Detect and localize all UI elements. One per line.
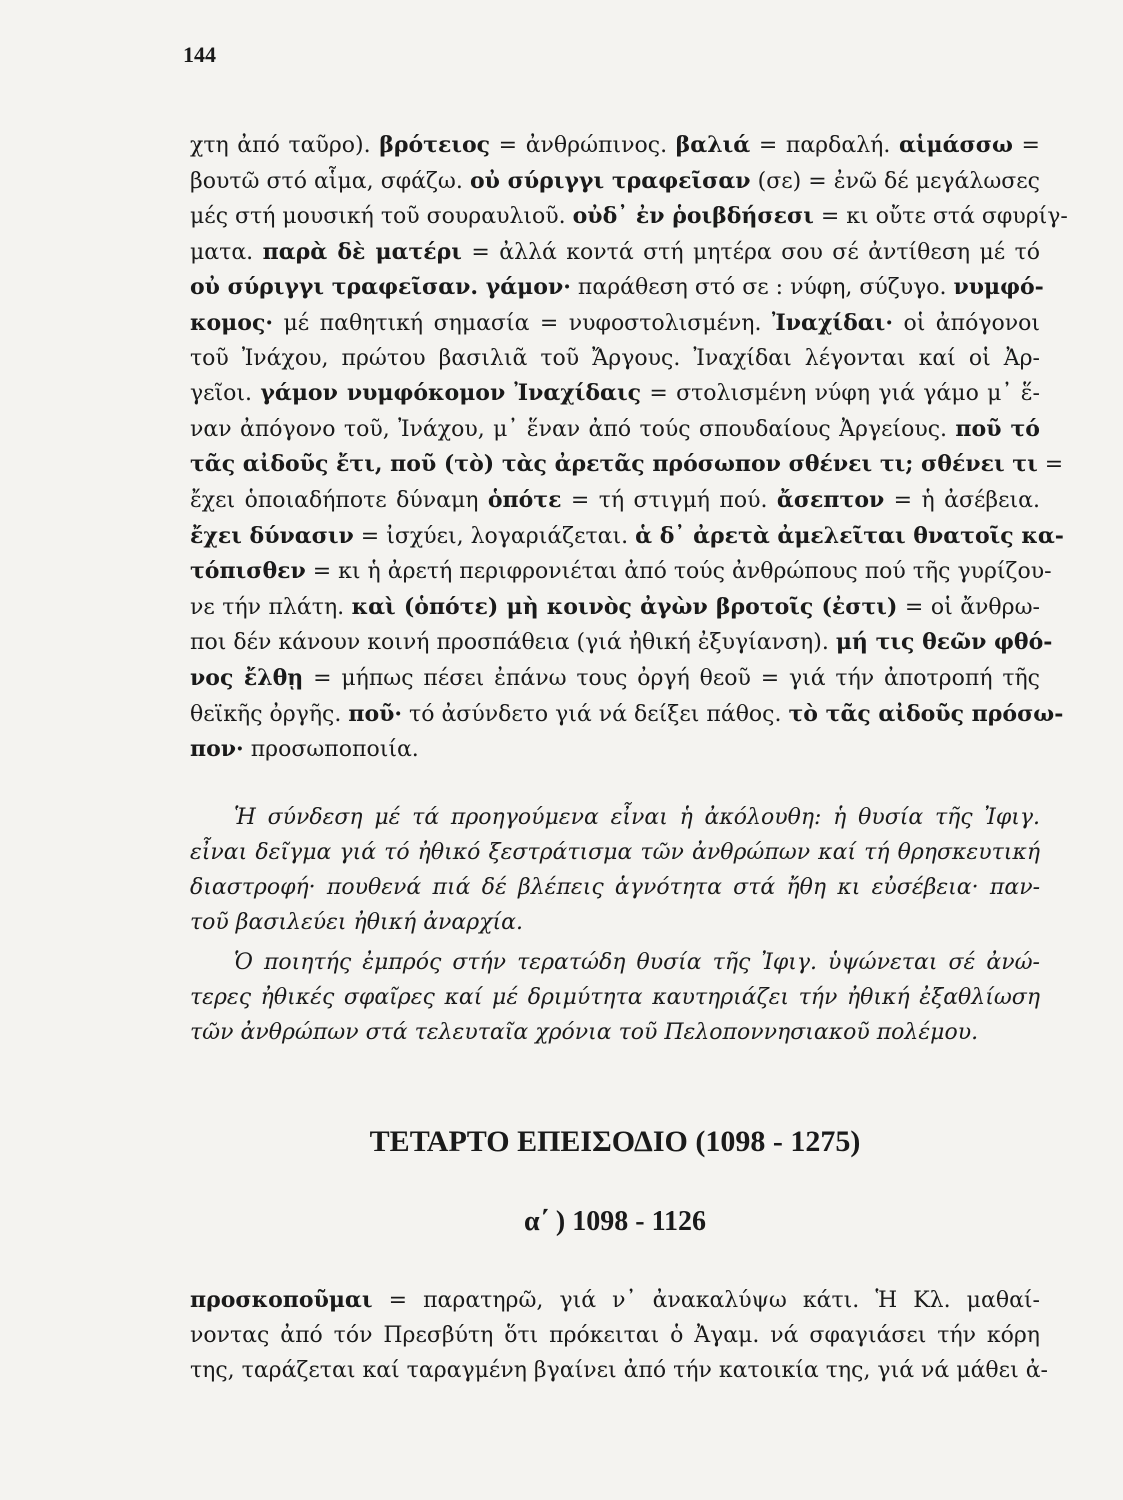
text-span: νοντας ἀπό τόν Πρεσβύτη ὅτι πρόκειται ὁ Ἀγαμ. νά σφαγιάσει τήν κόρη	[190, 1323, 1040, 1348]
text-span: ναν ἀπόγονο τοῦ, Ἰνάχου, μ᾽ ἕναν ἀπό τούς σπουδαίους Ἀργείους.	[190, 416, 956, 442]
lemma-term: βαλιά	[675, 132, 751, 158]
text-span: = κι ἡ ἀρετή περιφρονιέται ἀπό τούς ἀνθρώπους πού τῆς γυρίζου-	[305, 559, 1052, 585]
text-line	[190, 447, 1064, 483]
text-span: = στολισμένη νύφη γιά γάμο μ᾽ ἕ-	[641, 381, 1040, 407]
text-line	[190, 199, 1068, 235]
lemma-term: τόπισθεν	[190, 558, 306, 585]
lemma-term: νυμφό-	[953, 274, 1044, 301]
section-title: ΤΕΤΑΡΤΟ ΕΠΕΙΣΟΔΙΟ (1098 - 1275)	[369, 1125, 861, 1158]
lemma-term: τᾶς αἰδοῦς ἔτι, ποῦ (τὸ) τὰς ἀρετᾶς πρόσωπον σθένει τι; σθένει τι	[190, 451, 1038, 478]
text-span: = οἱ ἄνθρω-	[897, 594, 1040, 620]
text-span: = παρατηρῶ, γιά ν᾽ ἀνακαλύψω κάτι. Ἡ Κλ. μαθαί-	[372, 1288, 1040, 1313]
text-line	[190, 519, 1064, 555]
lemma-term: ἁ δ᾽ ἀρετὰ ἀμελεῖται θνατοῖς κα-	[635, 522, 1064, 549]
lemma-term: ἄσεπτον	[776, 486, 885, 513]
text-line	[190, 697, 1064, 733]
text-span: = ἰσχύει, λογαριάζεται.	[353, 523, 636, 549]
text-line	[190, 1318, 1040, 1353]
lemma-term: πον·	[190, 736, 244, 763]
lemma-term: νος ἔλθῃ	[190, 664, 304, 691]
lemma-term: ποῦ·	[348, 700, 403, 727]
italic-line: Ἡ σύνδεση μέ τά προηγούμενα εἶναι ἡ ἀκόλουθη: ἡ θυσία τῆς Ἰφιγ.	[234, 805, 1040, 830]
text-span: ἔχει ὁποιαδήποτε δύναμη	[190, 487, 488, 513]
lemma-term: καὶ (ὁπότε) μὴ κοινὸς ἀγὼν βροτοῖς (ἐστι)	[351, 593, 898, 620]
lemma-term: αἱμάσσω	[898, 132, 1013, 158]
italic-line: τοῦ βασιλεύει ἠθική ἀναρχία.	[190, 910, 524, 935]
text-span: παράθεση στό σε : νύφη, σύζυγο.	[570, 275, 954, 301]
text-span: τοῦ Ἰνάχου, πρώτου βασιλιᾶ τοῦ Ἄργους. Ἰναχίδαι λέγονται καί οἱ Ἀρ-	[190, 345, 1040, 371]
lemma-term: προσκοποῦμαι	[190, 1287, 373, 1313]
text-span: της, ταράζεται καί ταραγμένη βγαίνει ἀπό τήν κατοικία της, γιά νά μάθει ἀ-	[190, 1358, 1048, 1383]
lemma-term: Ἰναχίδαι·	[771, 309, 893, 336]
lemma-term: οὐ σύριγγι τραφεῖσαν	[469, 167, 751, 194]
italic-line: τερες ἠθικές σφαῖρες καί μέ δριμύτητα καυτηριάζει τήν ἠθική ἐξαθλίωση	[190, 985, 1040, 1010]
text-span: ποι δέν κάνουν κοινή προσπάθεια (γιά ἠθική ἐξυγίανση).	[190, 630, 836, 656]
text-line	[190, 483, 1040, 519]
text-line	[190, 342, 1040, 377]
lemma-term: οὐ σύριγγι τραφεῖσαν. γάμον·	[190, 274, 571, 301]
text-span: = παρδαλή.	[750, 133, 899, 158]
text-span: = μήπως πέσει ἐπάνω τους ὀργή θεοῦ = γιά τήν ἀποτροπή τῆς	[303, 665, 1040, 691]
lemma-term: κομος·	[190, 309, 273, 336]
text-span: (σε) = ἐνῶ δέ μεγάλωσες	[750, 168, 1040, 194]
text-line	[190, 1283, 1040, 1318]
text-span: = ἀλλά κοντά στή μητέρα σου σέ ἀντίθεση μέ τό	[461, 239, 1041, 265]
commentary-text	[190, 128, 1068, 768]
text-span: = κι οὔτε στά σφυρίγ-	[813, 204, 1068, 230]
italic-line: εἶναι δεῖγμα γιά τό ἠθικό ξεστράτισμα τῶν ἀνθρώπων καί τή θρησκευτική	[190, 840, 1040, 865]
text-line	[190, 732, 1040, 768]
text-span: βουτῶ στό αἷμα, σφάζω.	[190, 168, 470, 194]
text-line	[190, 554, 1052, 590]
text-span: μές στή μουσική τοῦ σουραυλιοῦ.	[190, 204, 573, 230]
lemma-term: οὐδ᾽ ἐν ῥοιβδήσεσι	[572, 203, 814, 230]
text-line	[190, 270, 1044, 306]
text-span: = ἡ ἀσέβεια.	[884, 487, 1040, 513]
subsection-title: α΄ ) 1098 - 1126	[523, 1206, 707, 1237]
text-line	[190, 376, 1040, 412]
text-line	[190, 1353, 1048, 1388]
text-line	[190, 412, 1040, 448]
lemma-term: παρὰ δὲ ματέρι	[262, 238, 462, 265]
text-line	[190, 128, 1040, 164]
text-line	[190, 306, 1040, 342]
text-line	[190, 164, 1040, 200]
text-span: τό ἀσύνδετο γιά νά δείξει πάθος.	[402, 701, 789, 727]
text-span: =	[1012, 133, 1040, 158]
lemma-term: ποῦ τό	[955, 415, 1040, 442]
page-number: 144	[183, 42, 216, 67]
italic-paragraph-2	[190, 945, 1040, 1050]
lemma-term: τὸ τᾶς αἰδοῦς πρόσω-	[788, 700, 1064, 727]
text-span: = τή στιγμή πού.	[561, 487, 777, 513]
lemma-term: μή τις θεῶν φθό-	[835, 629, 1053, 656]
text-span: μέ παθητική σημασία = νυφοστολισμένη.	[273, 310, 772, 336]
italic-line: διαστροφή· πουθενά πιά δέ βλέπεις ἁγνότητα στά ἤθη κι εὐσέβεια· παν-	[190, 875, 1040, 900]
text-line	[190, 590, 1040, 626]
text-line	[190, 661, 1040, 697]
text-span: γεῖοι.	[190, 381, 261, 407]
lemma-term: ἔχει δύνασιν	[190, 522, 354, 549]
lemma-term: βρότειος	[379, 132, 491, 158]
italic-paragraph-1	[190, 800, 1040, 940]
italic-line: τῶν ἀνθρώπων στά τελευταῖα χρόνια τοῦ Πελοποννησιακοῦ πολέμου.	[190, 1020, 979, 1045]
final-commentary-text	[190, 1283, 1048, 1388]
text-line	[190, 625, 1053, 661]
lemma-term: γάμον νυμφόκομον Ἰναχίδαις	[260, 380, 642, 407]
text-span: προσωποποιία.	[243, 737, 419, 763]
text-line	[190, 235, 1040, 271]
text-span: =	[1037, 452, 1064, 478]
text-span: = ἀνθρώπινος.	[490, 133, 676, 158]
text-span: οἱ ἀπόγονοι	[892, 310, 1040, 336]
lemma-term: ὁπότε	[487, 486, 562, 513]
text-span: νε τήν πλάτη.	[190, 594, 352, 620]
italic-line: Ὁ ποιητής ἐμπρός στήν τερατώδη θυσία τῆς Ἰφιγ. ὑψώνεται σέ ἀνώ-	[234, 950, 1040, 975]
text-span: χτη ἀπό ταῦρο).	[190, 133, 380, 158]
text-span: ματα.	[190, 239, 263, 265]
text-span: θεϊκῆς ὀργῆς.	[190, 701, 349, 727]
